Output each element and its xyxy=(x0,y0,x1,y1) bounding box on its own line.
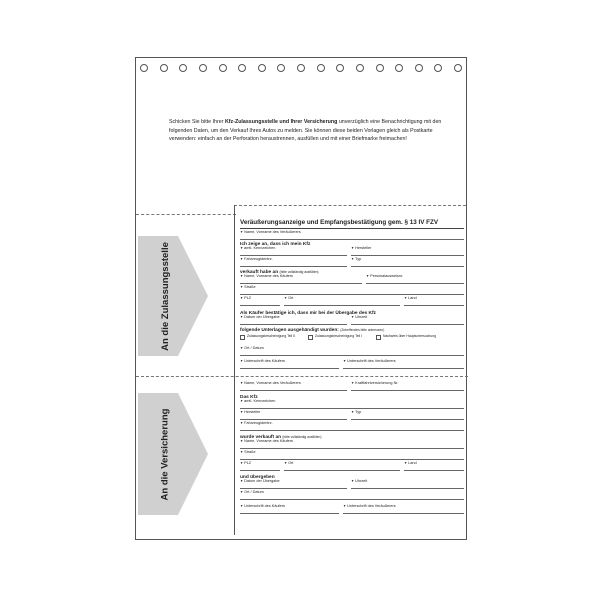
street-field[interactable]: ▼ Straße xyxy=(240,285,464,295)
section-heading-note: (bitte vollständig ausfüllen) xyxy=(282,435,322,439)
seller-signature-field[interactable]: ▼ Unterschrift des Veräußerers xyxy=(343,359,464,369)
punch-hole xyxy=(336,64,344,72)
section-heading: Ich zeige an, dass ich mein Kfz xyxy=(240,242,311,247)
form-sheet xyxy=(135,57,467,540)
section-heading-text: verkauft habe an xyxy=(240,270,279,275)
form-zulassungsstelle xyxy=(240,219,464,374)
section-heading-note: (Zutreffendes bitte ankreuzen) xyxy=(340,328,385,332)
punch-hole xyxy=(454,64,462,72)
punch-hole xyxy=(376,64,384,72)
section-heading-note: (bitte vollständig ausfüllen) xyxy=(279,270,319,274)
handover-date-field[interactable]: ▼ Datum der Übergabe xyxy=(240,315,347,325)
street-field[interactable]: ▼ Straße xyxy=(240,450,464,460)
section-heading: und übergeben xyxy=(240,475,275,480)
tab-label-versicherung: An die Versicherung xyxy=(159,408,171,500)
checkbox-box[interactable] xyxy=(376,335,381,340)
policy-number-field[interactable]: ▼ Kraftfahrtversicherung Nr. xyxy=(351,381,464,391)
checkbox-label: Zulassungsbescheinigung Teil I xyxy=(315,334,363,338)
checkbox-box[interactable] xyxy=(308,335,313,340)
vin-field[interactable]: ▼ Fahrzeugidentnr. xyxy=(240,421,464,431)
type-field[interactable]: ▼ Typ xyxy=(351,257,464,267)
license-plate-field[interactable]: ▼ amtl. Kennzeichen xyxy=(240,246,347,256)
checkbox-box[interactable] xyxy=(240,335,245,340)
time-field[interactable]: ▼ Uhrzeit xyxy=(351,315,464,325)
handover-date-field[interactable]: ▼ Datum der Übergabe xyxy=(240,479,347,489)
time-field[interactable]: ▼ Uhrzeit xyxy=(351,479,464,489)
type-field[interactable]: ▼ Typ xyxy=(351,410,464,420)
punch-hole xyxy=(297,64,305,72)
zip-field[interactable]: ▼ PLZ xyxy=(240,296,280,306)
place-date-field[interactable]: ▼ Ort / Datum xyxy=(240,490,464,500)
intro-text-bold: Kfz-Zulassungsstelle und Ihrer Versicherung xyxy=(224,119,338,125)
manufacturer-field[interactable]: ▼ Hersteller xyxy=(351,246,464,256)
section-heading xyxy=(240,328,384,333)
section-heading-text: folgende Unterlagen ausgehändigt wurden: xyxy=(240,328,339,333)
buyer-name-field[interactable]: ▼ Name, Vorname des Käufers xyxy=(240,439,464,449)
intro-text-part: unverzüglich eine Benachrichtigung mit den folgenden Daten, um den Verkauf Ihres Autos zu melden. Sie können diese beiden Vorlagen gleich als Postkarte verwenden: einfach an der Perforation heraustrennen, ausfüllen und mit einer Briefmarke freimachen! xyxy=(169,119,442,142)
section-heading: Als Käufer bestätige ich, dass mir bei der Übergabe des Kfz xyxy=(240,311,376,316)
seller-name-field[interactable]: ▼ Name, Vorname des Veräußerers xyxy=(240,381,347,391)
city-field[interactable]: ▼ Ort xyxy=(284,461,400,471)
seller-name-field[interactable]: ▼ Name, Vorname des Veräußerers xyxy=(240,230,464,240)
country-field[interactable]: ▼ Land xyxy=(404,461,464,471)
punch-hole xyxy=(434,64,442,72)
checkbox-label: Zulassungsbescheinigung Teil II xyxy=(247,334,296,338)
punch-hole xyxy=(277,64,285,72)
city-field[interactable]: ▼ Ort xyxy=(284,296,400,306)
punch-hole xyxy=(317,64,325,72)
manufacturer-field[interactable]: ▼ Hersteller xyxy=(240,410,347,420)
license-plate-field[interactable]: ▼ amtl. Kennzeichen xyxy=(240,399,464,409)
punch-holes xyxy=(140,64,462,74)
title-divider xyxy=(240,228,464,229)
punch-hole xyxy=(179,64,187,72)
section-heading: Das Kfz xyxy=(240,395,258,400)
perforation-top-right xyxy=(234,205,466,206)
punch-hole xyxy=(238,64,246,72)
section-heading-text: wurde verkauft an xyxy=(240,435,282,440)
intro-text-part: Schicken Sie bitte Ihrer xyxy=(169,119,225,125)
punch-hole xyxy=(140,64,148,72)
form-edge-line xyxy=(234,205,235,535)
checkbox-label: Nachweis über Hauptuntersuchung xyxy=(383,334,436,338)
buyer-name-field[interactable]: ▼ Name, Vorname des Käufers xyxy=(240,274,362,284)
tab-zulassungsstelle xyxy=(138,236,208,356)
buyer-signature-field[interactable]: ▼ Unterschrift des Käufers xyxy=(240,504,339,514)
id-card-field[interactable]: ▼ Personalausweisnr. xyxy=(366,274,464,284)
punch-hole xyxy=(395,64,403,72)
seller-signature-field[interactable]: ▼ Unterschrift des Veräußerers xyxy=(343,504,464,514)
intro-text xyxy=(169,118,459,144)
perforation-middle xyxy=(136,376,468,377)
tab-versicherung xyxy=(138,393,208,515)
punch-hole xyxy=(258,64,266,72)
vin-field[interactable]: ▼ Fahrzeugidentnr. xyxy=(240,257,347,267)
punch-hole xyxy=(415,64,423,72)
zip-field[interactable]: ▼ PLZ xyxy=(240,461,280,471)
punch-hole xyxy=(219,64,227,72)
tab-label-zulassungsstelle: An die Zulassungsstelle xyxy=(159,241,171,351)
punch-hole xyxy=(160,64,168,72)
punch-hole xyxy=(356,64,364,72)
place-date-field[interactable]: ▼ Ort / Datum xyxy=(240,346,464,356)
perforation-top xyxy=(136,214,236,215)
country-field[interactable]: ▼ Land xyxy=(404,296,464,306)
punch-hole xyxy=(199,64,207,72)
form-title: Veräußerungsanzeige und Empfangsbestätigung gem. § 13 IV FZV xyxy=(240,219,439,226)
form-versicherung xyxy=(240,379,464,534)
buyer-signature-field[interactable]: ▼ Unterschrift des Käufers xyxy=(240,359,339,369)
